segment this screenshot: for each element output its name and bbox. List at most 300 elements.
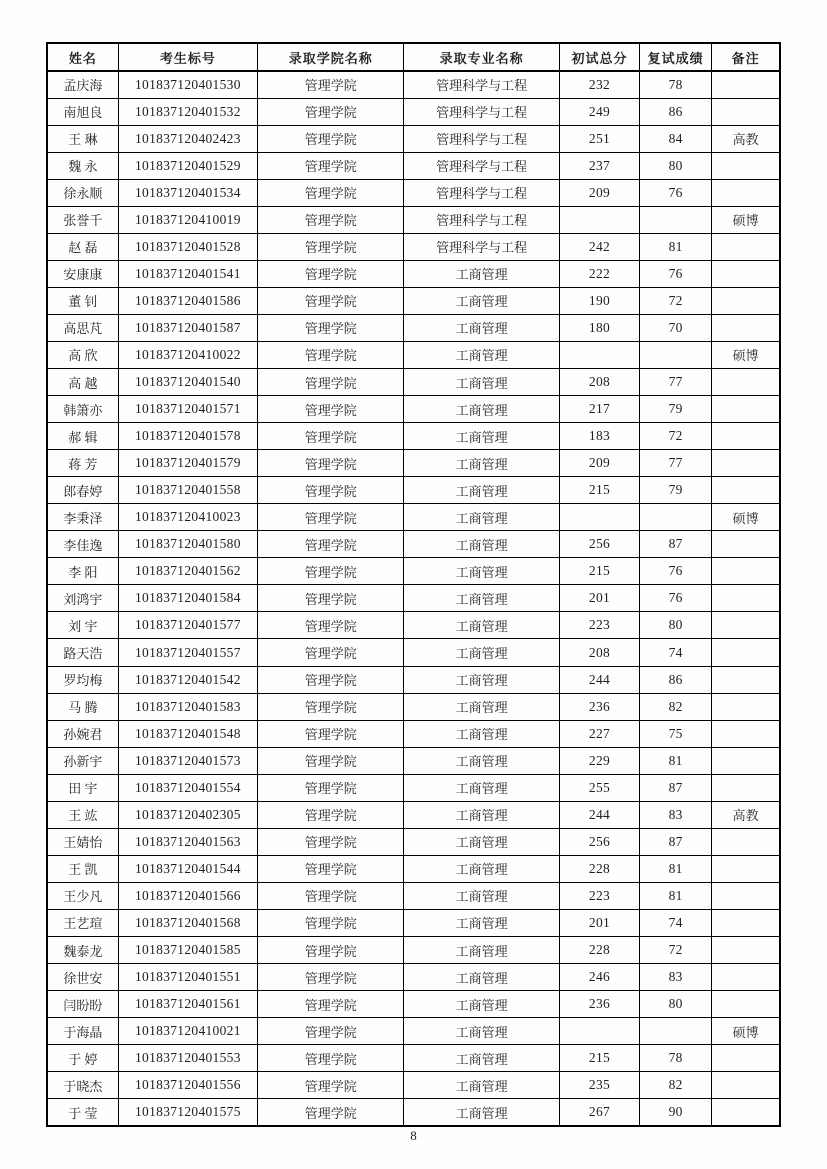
cell-candidate-id: 101837120402423 — [118, 125, 257, 152]
cell-retest-score: 90 — [640, 1099, 712, 1126]
cell-note — [712, 991, 780, 1018]
table-body — [47, 71, 780, 1126]
cell-major: 工商管理 — [404, 585, 559, 612]
cell-note — [712, 98, 780, 125]
cell-retest-score: 81 — [640, 855, 712, 882]
cell-major: 工商管理 — [404, 639, 559, 666]
cell-retest-score — [640, 504, 712, 531]
cell-major: 工商管理 — [404, 369, 559, 396]
cell-retest-score: 76 — [640, 260, 712, 287]
cell-major: 工商管理 — [404, 396, 559, 423]
cell-college: 管理学院 — [258, 287, 404, 314]
cell-note — [712, 531, 780, 558]
cell-note — [712, 558, 780, 585]
cell-name: 王 凯 — [47, 855, 118, 882]
table-row — [47, 233, 780, 260]
cell-retest-score: 81 — [640, 233, 712, 260]
cell-candidate-id: 101837120410021 — [118, 1018, 257, 1045]
cell-college: 管理学院 — [258, 450, 404, 477]
cell-initial-score: 215 — [559, 558, 639, 585]
cell-note — [712, 396, 780, 423]
table-row — [47, 828, 780, 855]
cell-name: 李秉泽 — [47, 504, 118, 531]
cell-note — [712, 855, 780, 882]
cell-retest-score — [640, 206, 712, 233]
cell-candidate-id: 101837120401541 — [118, 260, 257, 287]
table-row — [47, 152, 780, 179]
cell-retest-score: 82 — [640, 1072, 712, 1099]
page-number: 8 — [410, 1128, 417, 1143]
cell-note — [712, 909, 780, 936]
cell-retest-score: 76 — [640, 179, 712, 206]
cell-candidate-id: 101837120401566 — [118, 882, 257, 909]
cell-college: 管理学院 — [258, 341, 404, 368]
cell-note — [712, 828, 780, 855]
cell-initial-score: 232 — [559, 71, 639, 98]
table-row — [47, 71, 780, 98]
cell-candidate-id: 101837120401587 — [118, 314, 257, 341]
cell-candidate-id: 101837120401530 — [118, 71, 257, 98]
cell-note — [712, 477, 780, 504]
cell-name: 孟庆海 — [47, 71, 118, 98]
cell-major: 工商管理 — [404, 747, 559, 774]
cell-initial-score: 209 — [559, 179, 639, 206]
cell-candidate-id: 101837120401580 — [118, 531, 257, 558]
cell-name: 马 腾 — [47, 693, 118, 720]
cell-name: 蒋 芳 — [47, 450, 118, 477]
cell-major: 管理科学与工程 — [404, 125, 559, 152]
cell-major: 工商管理 — [404, 477, 559, 504]
cell-major: 工商管理 — [404, 1018, 559, 1045]
cell-name: 王婧怡 — [47, 828, 118, 855]
cell-note — [712, 260, 780, 287]
cell-note — [712, 71, 780, 98]
cell-candidate-id: 101837120401563 — [118, 828, 257, 855]
cell-major: 管理科学与工程 — [404, 179, 559, 206]
cell-retest-score: 75 — [640, 720, 712, 747]
cell-major: 工商管理 — [404, 612, 559, 639]
cell-initial-score — [559, 1018, 639, 1045]
cell-college: 管理学院 — [258, 801, 404, 828]
table-row — [47, 125, 780, 152]
table-row — [47, 206, 780, 233]
cell-name: 田 宇 — [47, 774, 118, 801]
cell-retest-score: 80 — [640, 991, 712, 1018]
cell-note: 硕博 — [712, 504, 780, 531]
cell-major: 工商管理 — [404, 1099, 559, 1126]
cell-name: 高思芃 — [47, 314, 118, 341]
cell-initial-score: 251 — [559, 125, 639, 152]
cell-major: 工商管理 — [404, 1072, 559, 1099]
header-initial-score: 初试总分 — [559, 43, 639, 71]
cell-initial-score: 201 — [559, 909, 639, 936]
header-note: 备注 — [712, 43, 780, 71]
table-row — [47, 1018, 780, 1045]
cell-note — [712, 693, 780, 720]
table-row — [47, 396, 780, 423]
cell-major: 工商管理 — [404, 693, 559, 720]
cell-college: 管理学院 — [258, 179, 404, 206]
cell-note — [712, 287, 780, 314]
cell-initial-score: 246 — [559, 964, 639, 991]
cell-note — [712, 152, 780, 179]
cell-note — [712, 423, 780, 450]
cell-retest-score: 77 — [640, 369, 712, 396]
cell-note — [712, 964, 780, 991]
cell-college: 管理学院 — [258, 747, 404, 774]
cell-name: 闫盼盼 — [47, 991, 118, 1018]
cell-name: 于 莹 — [47, 1099, 118, 1126]
cell-candidate-id: 101837120402305 — [118, 801, 257, 828]
cell-major: 工商管理 — [404, 720, 559, 747]
cell-major: 工商管理 — [404, 287, 559, 314]
cell-retest-score: 78 — [640, 1045, 712, 1072]
cell-candidate-id: 101837120401542 — [118, 666, 257, 693]
cell-initial-score: 222 — [559, 260, 639, 287]
cell-initial-score: 244 — [559, 801, 639, 828]
cell-college: 管理学院 — [258, 855, 404, 882]
cell-initial-score: 208 — [559, 369, 639, 396]
cell-note — [712, 314, 780, 341]
cell-major: 工商管理 — [404, 1045, 559, 1072]
cell-note — [712, 612, 780, 639]
cell-initial-score: 208 — [559, 639, 639, 666]
cell-major: 工商管理 — [404, 314, 559, 341]
table-row — [47, 747, 780, 774]
cell-name: 郝 辑 — [47, 423, 118, 450]
cell-candidate-id: 101837120401585 — [118, 937, 257, 964]
cell-retest-score: 79 — [640, 477, 712, 504]
table-row — [47, 909, 780, 936]
cell-major: 工商管理 — [404, 801, 559, 828]
cell-initial-score: 223 — [559, 882, 639, 909]
cell-initial-score: 242 — [559, 233, 639, 260]
cell-retest-score: 76 — [640, 585, 712, 612]
cell-major: 工商管理 — [404, 450, 559, 477]
cell-major: 工商管理 — [404, 774, 559, 801]
cell-major: 管理科学与工程 — [404, 233, 559, 260]
table-row — [47, 260, 780, 287]
cell-retest-score: 76 — [640, 558, 712, 585]
cell-initial-score: 227 — [559, 720, 639, 747]
table-row — [47, 585, 780, 612]
cell-college: 管理学院 — [258, 206, 404, 233]
cell-major: 管理科学与工程 — [404, 71, 559, 98]
cell-name: 高 欣 — [47, 341, 118, 368]
cell-major: 工商管理 — [404, 855, 559, 882]
cell-college: 管理学院 — [258, 666, 404, 693]
cell-candidate-id: 101837120401575 — [118, 1099, 257, 1126]
cell-note — [712, 720, 780, 747]
cell-initial-score: 256 — [559, 828, 639, 855]
cell-candidate-id: 101837120401534 — [118, 179, 257, 206]
cell-candidate-id: 101837120401553 — [118, 1045, 257, 1072]
cell-initial-score: 255 — [559, 774, 639, 801]
cell-initial-score: 228 — [559, 937, 639, 964]
cell-note — [712, 450, 780, 477]
table-row — [47, 855, 780, 882]
cell-name: 罗均梅 — [47, 666, 118, 693]
table-row — [47, 1045, 780, 1072]
table-row — [47, 1072, 780, 1099]
cell-initial-score: 190 — [559, 287, 639, 314]
cell-retest-score: 80 — [640, 612, 712, 639]
cell-major: 工商管理 — [404, 531, 559, 558]
cell-major: 工商管理 — [404, 909, 559, 936]
cell-candidate-id: 101837120401577 — [118, 612, 257, 639]
cell-retest-score: 87 — [640, 531, 712, 558]
cell-note — [712, 937, 780, 964]
cell-candidate-id: 101837120401556 — [118, 1072, 257, 1099]
header-candidate-id: 考生标号 — [118, 43, 257, 71]
cell-note — [712, 882, 780, 909]
cell-retest-score: 81 — [640, 882, 712, 909]
cell-retest-score — [640, 1018, 712, 1045]
cell-college: 管理学院 — [258, 639, 404, 666]
cell-name: 王少凡 — [47, 882, 118, 909]
cell-initial-score — [559, 341, 639, 368]
cell-college: 管理学院 — [258, 828, 404, 855]
cell-name: 刘鸿宇 — [47, 585, 118, 612]
cell-name: 徐永顺 — [47, 179, 118, 206]
cell-initial-score: 183 — [559, 423, 639, 450]
header-major: 录取专业名称 — [404, 43, 559, 71]
cell-college: 管理学院 — [258, 125, 404, 152]
table-row — [47, 774, 780, 801]
cell-initial-score: 249 — [559, 98, 639, 125]
cell-note — [712, 233, 780, 260]
cell-name: 魏 永 — [47, 152, 118, 179]
cell-candidate-id: 101837120410019 — [118, 206, 257, 233]
cell-candidate-id: 101837120401579 — [118, 450, 257, 477]
cell-candidate-id: 101837120401561 — [118, 991, 257, 1018]
cell-college: 管理学院 — [258, 693, 404, 720]
cell-name: 孙新宇 — [47, 747, 118, 774]
table-row — [47, 450, 780, 477]
cell-note — [712, 1072, 780, 1099]
cell-initial-score: 209 — [559, 450, 639, 477]
cell-initial-score — [559, 504, 639, 531]
cell-retest-score: 78 — [640, 71, 712, 98]
cell-major: 管理科学与工程 — [404, 206, 559, 233]
cell-candidate-id: 101837120410022 — [118, 341, 257, 368]
cell-note — [712, 179, 780, 206]
table-row — [47, 531, 780, 558]
cell-name: 李 阳 — [47, 558, 118, 585]
table-row — [47, 801, 780, 828]
cell-college: 管理学院 — [258, 369, 404, 396]
cell-college: 管理学院 — [258, 1045, 404, 1072]
cell-retest-score: 79 — [640, 396, 712, 423]
table-row — [47, 612, 780, 639]
cell-candidate-id: 101837120401578 — [118, 423, 257, 450]
cell-name: 赵 磊 — [47, 233, 118, 260]
cell-college: 管理学院 — [258, 423, 404, 450]
cell-initial-score: 228 — [559, 855, 639, 882]
cell-name: 于晓杰 — [47, 1072, 118, 1099]
header-college: 录取学院名称 — [258, 43, 404, 71]
header-row — [47, 43, 780, 71]
table-row — [47, 287, 780, 314]
cell-college: 管理学院 — [258, 531, 404, 558]
cell-major: 工商管理 — [404, 666, 559, 693]
cell-college: 管理学院 — [258, 612, 404, 639]
cell-college: 管理学院 — [258, 558, 404, 585]
table-row — [47, 477, 780, 504]
header-retest-score: 复试成绩 — [640, 43, 712, 71]
cell-retest-score: 83 — [640, 964, 712, 991]
cell-retest-score: 74 — [640, 909, 712, 936]
cell-candidate-id: 101837120401557 — [118, 639, 257, 666]
cell-note — [712, 1045, 780, 1072]
cell-college: 管理学院 — [258, 477, 404, 504]
cell-candidate-id: 101837120401548 — [118, 720, 257, 747]
cell-initial-score: 217 — [559, 396, 639, 423]
cell-note: 硕博 — [712, 341, 780, 368]
cell-initial-score: 223 — [559, 612, 639, 639]
cell-college: 管理学院 — [258, 991, 404, 1018]
cell-name: 郎春婷 — [47, 477, 118, 504]
cell-retest-score: 72 — [640, 287, 712, 314]
cell-candidate-id: 101837120401532 — [118, 98, 257, 125]
cell-name: 王 竑 — [47, 801, 118, 828]
cell-candidate-id: 101837120401544 — [118, 855, 257, 882]
cell-note — [712, 369, 780, 396]
cell-major: 工商管理 — [404, 423, 559, 450]
cell-college: 管理学院 — [258, 1099, 404, 1126]
cell-name: 魏泰龙 — [47, 937, 118, 964]
cell-major: 工商管理 — [404, 341, 559, 368]
table-row — [47, 964, 780, 991]
table-row — [47, 504, 780, 531]
cell-major: 管理科学与工程 — [404, 98, 559, 125]
cell-college: 管理学院 — [258, 882, 404, 909]
cell-candidate-id: 101837120401573 — [118, 747, 257, 774]
cell-note: 高教 — [712, 801, 780, 828]
table-row — [47, 937, 780, 964]
table-row — [47, 369, 780, 396]
cell-name: 王 琳 — [47, 125, 118, 152]
cell-retest-score: 82 — [640, 693, 712, 720]
cell-retest-score: 80 — [640, 152, 712, 179]
cell-retest-score: 72 — [640, 423, 712, 450]
cell-candidate-id: 101837120401551 — [118, 964, 257, 991]
table-row — [47, 720, 780, 747]
cell-note — [712, 1099, 780, 1126]
cell-retest-score: 87 — [640, 828, 712, 855]
cell-initial-score: 236 — [559, 693, 639, 720]
cell-college: 管理学院 — [258, 1018, 404, 1045]
cell-college: 管理学院 — [258, 260, 404, 287]
admission-table — [46, 42, 781, 1127]
table-row — [47, 98, 780, 125]
cell-note: 硕博 — [712, 1018, 780, 1045]
cell-initial-score: 201 — [559, 585, 639, 612]
cell-initial-score — [559, 206, 639, 233]
cell-initial-score: 237 — [559, 152, 639, 179]
cell-major: 工商管理 — [404, 882, 559, 909]
cell-candidate-id: 101837120401571 — [118, 396, 257, 423]
cell-major: 工商管理 — [404, 937, 559, 964]
cell-note — [712, 747, 780, 774]
table-row — [47, 1099, 780, 1126]
cell-name: 董 钊 — [47, 287, 118, 314]
cell-college: 管理学院 — [258, 1072, 404, 1099]
cell-initial-score: 236 — [559, 991, 639, 1018]
cell-major: 工商管理 — [404, 504, 559, 531]
cell-college: 管理学院 — [258, 720, 404, 747]
cell-retest-score: 83 — [640, 801, 712, 828]
cell-name: 刘 宇 — [47, 612, 118, 639]
cell-major: 工商管理 — [404, 828, 559, 855]
table-row — [47, 314, 780, 341]
cell-note — [712, 666, 780, 693]
table-row — [47, 991, 780, 1018]
cell-college: 管理学院 — [258, 396, 404, 423]
cell-note: 硕博 — [712, 206, 780, 233]
table-row — [47, 558, 780, 585]
cell-name: 韩箫亦 — [47, 396, 118, 423]
cell-note: 高教 — [712, 125, 780, 152]
cell-name: 徐世安 — [47, 964, 118, 991]
cell-candidate-id: 101837120401558 — [118, 477, 257, 504]
cell-college: 管理学院 — [258, 152, 404, 179]
cell-initial-score: 244 — [559, 666, 639, 693]
cell-name: 王艺瑄 — [47, 909, 118, 936]
cell-college: 管理学院 — [258, 233, 404, 260]
cell-name: 于海晶 — [47, 1018, 118, 1045]
cell-college: 管理学院 — [258, 314, 404, 341]
cell-name: 高 越 — [47, 369, 118, 396]
cell-name: 路天浩 — [47, 639, 118, 666]
cell-candidate-id: 101837120401540 — [118, 369, 257, 396]
header-name: 姓名 — [47, 43, 118, 71]
cell-major: 工商管理 — [404, 964, 559, 991]
cell-initial-score: 229 — [559, 747, 639, 774]
cell-initial-score: 215 — [559, 477, 639, 504]
table-row — [47, 693, 780, 720]
cell-major: 工商管理 — [404, 260, 559, 287]
cell-college: 管理学院 — [258, 937, 404, 964]
cell-initial-score: 235 — [559, 1072, 639, 1099]
cell-retest-score: 87 — [640, 774, 712, 801]
cell-name: 南旭良 — [47, 98, 118, 125]
cell-retest-score: 70 — [640, 314, 712, 341]
cell-retest-score — [640, 341, 712, 368]
cell-note — [712, 585, 780, 612]
cell-candidate-id: 101837120410023 — [118, 504, 257, 531]
table-row — [47, 639, 780, 666]
cell-initial-score: 215 — [559, 1045, 639, 1072]
cell-initial-score: 180 — [559, 314, 639, 341]
cell-note — [712, 639, 780, 666]
table-row — [47, 882, 780, 909]
table-row — [47, 179, 780, 206]
table-row — [47, 666, 780, 693]
cell-initial-score: 267 — [559, 1099, 639, 1126]
cell-college: 管理学院 — [258, 774, 404, 801]
cell-name: 安康康 — [47, 260, 118, 287]
cell-major: 工商管理 — [404, 991, 559, 1018]
cell-note — [712, 774, 780, 801]
cell-candidate-id: 101837120401584 — [118, 585, 257, 612]
cell-retest-score: 74 — [640, 639, 712, 666]
cell-candidate-id: 101837120401586 — [118, 287, 257, 314]
cell-candidate-id: 101837120401568 — [118, 909, 257, 936]
cell-retest-score: 86 — [640, 98, 712, 125]
cell-major: 管理科学与工程 — [404, 152, 559, 179]
cell-retest-score: 86 — [640, 666, 712, 693]
